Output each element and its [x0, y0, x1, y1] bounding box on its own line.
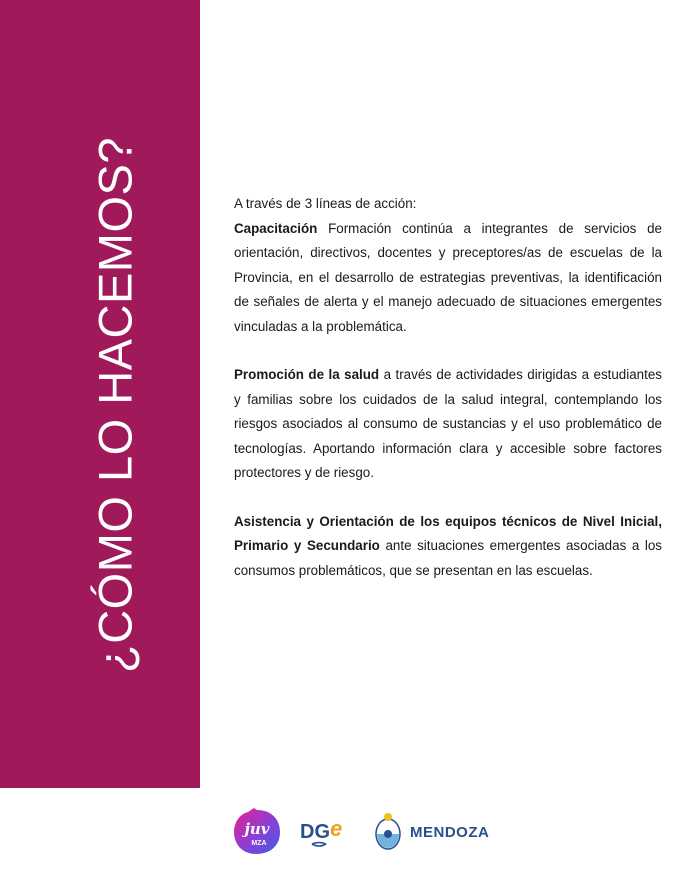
- dge-logo: [300, 814, 356, 850]
- paragraph-asistencia: [234, 510, 662, 584]
- paragraph-heading: Promoción de la salud: [234, 367, 380, 382]
- svg-text:juv: juv: [244, 820, 270, 838]
- juv-mza-logo: [232, 808, 282, 856]
- mendoza-text: MENDOZA: [410, 823, 490, 841]
- footer-logos: [232, 808, 489, 856]
- svg-text:DG: DG: [300, 821, 330, 843]
- mendoza-shield-icon: [374, 812, 402, 852]
- paragraph-capacitacion: [234, 217, 662, 340]
- main-content: [234, 192, 662, 583]
- paragraph-heading: Capacitación: [234, 220, 318, 236]
- page-title: ¿CÓMO LO HACEMOS?: [88, 136, 142, 674]
- svg-text:e: e: [330, 816, 343, 841]
- paragraph-body: ante situaciones emergentes asociadas a los consumos problemáticos, que se presentan en las escuelas.: [234, 538, 663, 578]
- paragraph-heading: Asistencia y Orientación de los equipos técnicos de Nivel Inicial, Primario y Secundario: [234, 513, 662, 553]
- paragraph-body: a través de actividades dirigidas a estudiantes y familias sobre los cuidados de la salud integral, contemplando los riesgos asociados al consumo de sustancias y el uso problemático de tecnologías. Aportando información clara y accesible sobre factores protectores y de riesgo.: [234, 367, 662, 480]
- mendoza-logo: [374, 812, 489, 852]
- paragraph-body: Formación continúa a integrantes de servicios de orientación, directivos, docentes y preceptores/as de escuelas de la Provincia, en el desarrollo de estrategias preventivas, la identificación de señales de alerta y el manejo adecuado de situaciones emergentes vinculadas a la problemática.: [234, 220, 662, 334]
- intro-text: A través de 3 líneas de acción:: [234, 196, 417, 211]
- svg-text:MZA: MZA: [251, 840, 267, 847]
- paragraph-promocion: [234, 363, 662, 486]
